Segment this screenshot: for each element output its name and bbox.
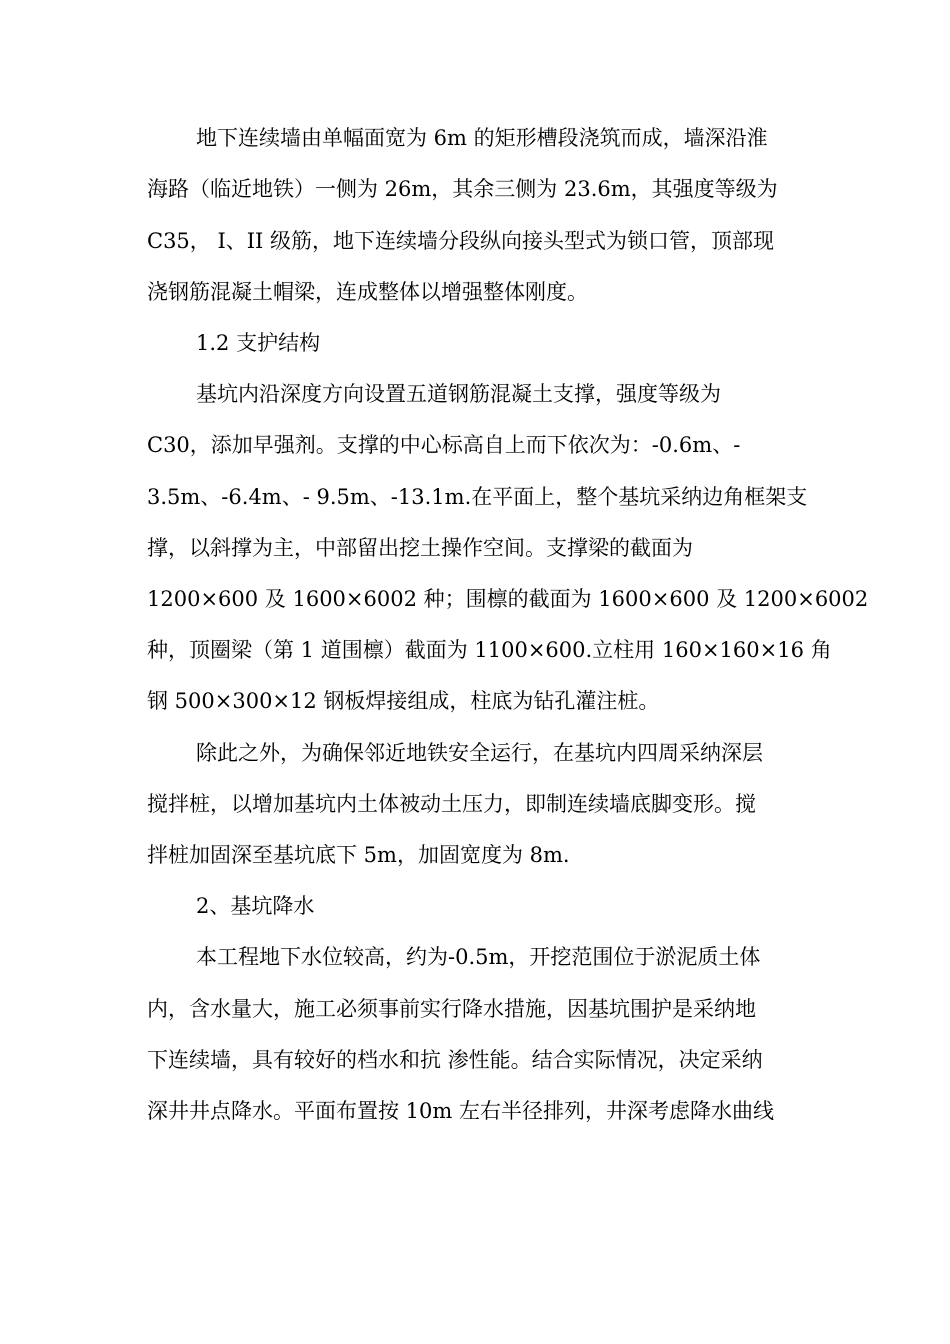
text-line: 下连续墙，具有较好的档水和抗 渗性能。结合实际情况，决定采纳 <box>147 1048 763 1072</box>
text-line: 深井井点降水。平面布置按 10m 左右半径排列，井深考虑降水曲线 <box>147 1099 774 1123</box>
text-line: 钢 500×300×12 钢板焊接组成，柱底为钻孔灌注桩。 <box>147 689 660 713</box>
text-line: C30，添加早强剂。支撑的中心标高自上而下依次为：-0.6m、- <box>147 433 741 457</box>
text-line: 3.5m、-6.4m、- 9.5m、-13.1m.在平面上，整个基坑采纳边角框架支 <box>147 485 808 509</box>
text-line: 种，顶圈梁（第 1 道围檩）截面为 1100×600.立柱用 160×160×16 角 <box>147 638 832 662</box>
text-line: 地下连续墙由单幅面宽为 6m 的矩形槽段浇筑而成，墙深沿淮 <box>196 126 768 150</box>
text-line: 内，含水量大，施工必须事前实行降水措施，因基坑围护是采纳地 <box>147 997 756 1021</box>
text-line: 撑，以斜撑为主，中部留出挖土操作空间。支撑梁的截面为 <box>147 536 693 560</box>
text-line: 本工程地下水位较高，约为-0.5m，开挖范围位于淤泥质土体 <box>196 945 761 969</box>
text-line: 除此之外，为确保邻近地铁安全运行，在基坑内四周采纳深层 <box>196 741 763 765</box>
text-line: 浇钢筋混凝土帽梁，连成整体以增强整体刚度。 <box>147 280 588 304</box>
text-line: 拌桩加固深至基坑底下 5m，加固宽度为 8m. <box>147 843 570 867</box>
text-line: 搅拌桩，以增加基坑内土体被动土压力，即制连续墙底脚变形。搅 <box>147 792 756 816</box>
text-line: 海路（临近地铁）一侧为 26m，其余三侧为 23.6m，其强度等级为 <box>147 177 778 201</box>
section-heading: 2、基坑降水 <box>196 894 315 918</box>
text-line: 基坑内沿深度方向设置五道钢筋混凝土支撑，强度等级为 <box>196 382 721 406</box>
text-line: 1200×600 及 1600×6002 种；围檩的截面为 1600×600 及 1200×6002 <box>147 587 869 611</box>
text-line: C35， I、II 级筋，地下连续墙分段纵向接头型式为锁口管，顶部现 <box>147 229 775 253</box>
section-heading: 1.2 支护结构 <box>196 331 321 355</box>
